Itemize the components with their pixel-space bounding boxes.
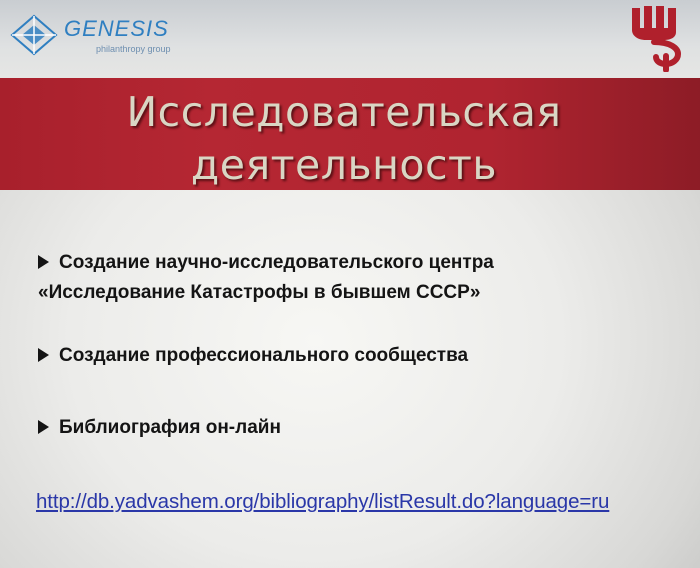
bullet-text: Создание научно-исследовательского центра [59,252,494,273]
bullet-text: Создание профессионального сообщества [59,345,469,366]
genesis-logo [6,8,181,58]
bullet-text: «Исследование Катастрофы в бывшем СССР» [38,282,481,303]
triangle-bullet-icon [38,348,49,362]
yad-vashem-emblem-icon [626,2,692,72]
slide-title-line-1: Исследовательская [126,88,562,136]
triangle-bullet-icon [38,255,49,269]
diamond-logo-icon [8,14,64,56]
logo-wordmark: GENESIS [64,16,169,41]
logo-tagline: philanthropy group [96,44,171,54]
slide-title-line-2: деятельность [190,141,498,189]
bullet-text: Библиография он-лайн [59,417,281,438]
triangle-bullet-icon [38,420,49,434]
bullet-professional-community [38,341,468,371]
bullet-research-center-continued [38,278,480,308]
bullet-research-center [38,248,494,278]
bibliography-link[interactable]: http://db.yadvashem.org/bibliography/listResult.do?language=ru [36,490,610,513]
bullet-online-bibliography [38,413,281,443]
